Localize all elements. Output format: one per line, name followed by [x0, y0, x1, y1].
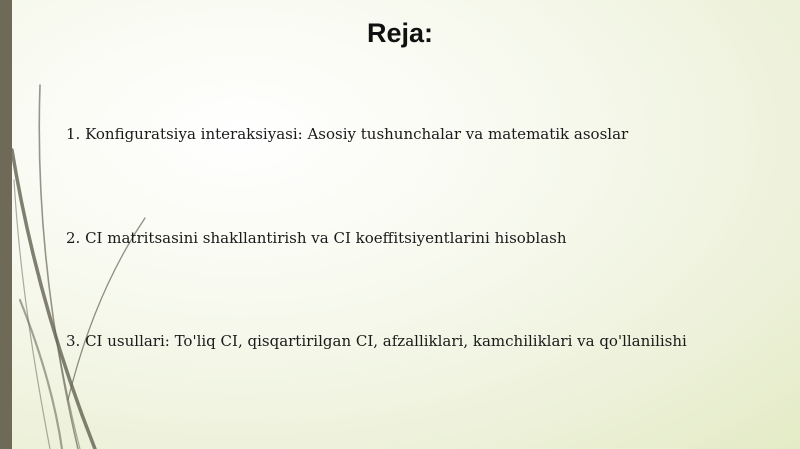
grass-blade [12, 150, 95, 449]
list-item: 2. CI matritsasini shakllantirish va CI koeffitsiyentlarini hisoblash [66, 229, 567, 247]
list-item: 3. CI usullari: To'liq CI, qisqartirilgan CI, afzalliklari, kamchiliklari va qo'llanilishi [66, 332, 687, 350]
list-item: 1. Konfiguratsiya interaksiyasi: Asosiy tushunchalar va matematik asoslar [66, 125, 629, 143]
grass-blade [20, 300, 62, 449]
slide-title: Reja: [366, 18, 434, 48]
left-accent-bar [0, 0, 12, 449]
grass-blade [14, 180, 50, 449]
